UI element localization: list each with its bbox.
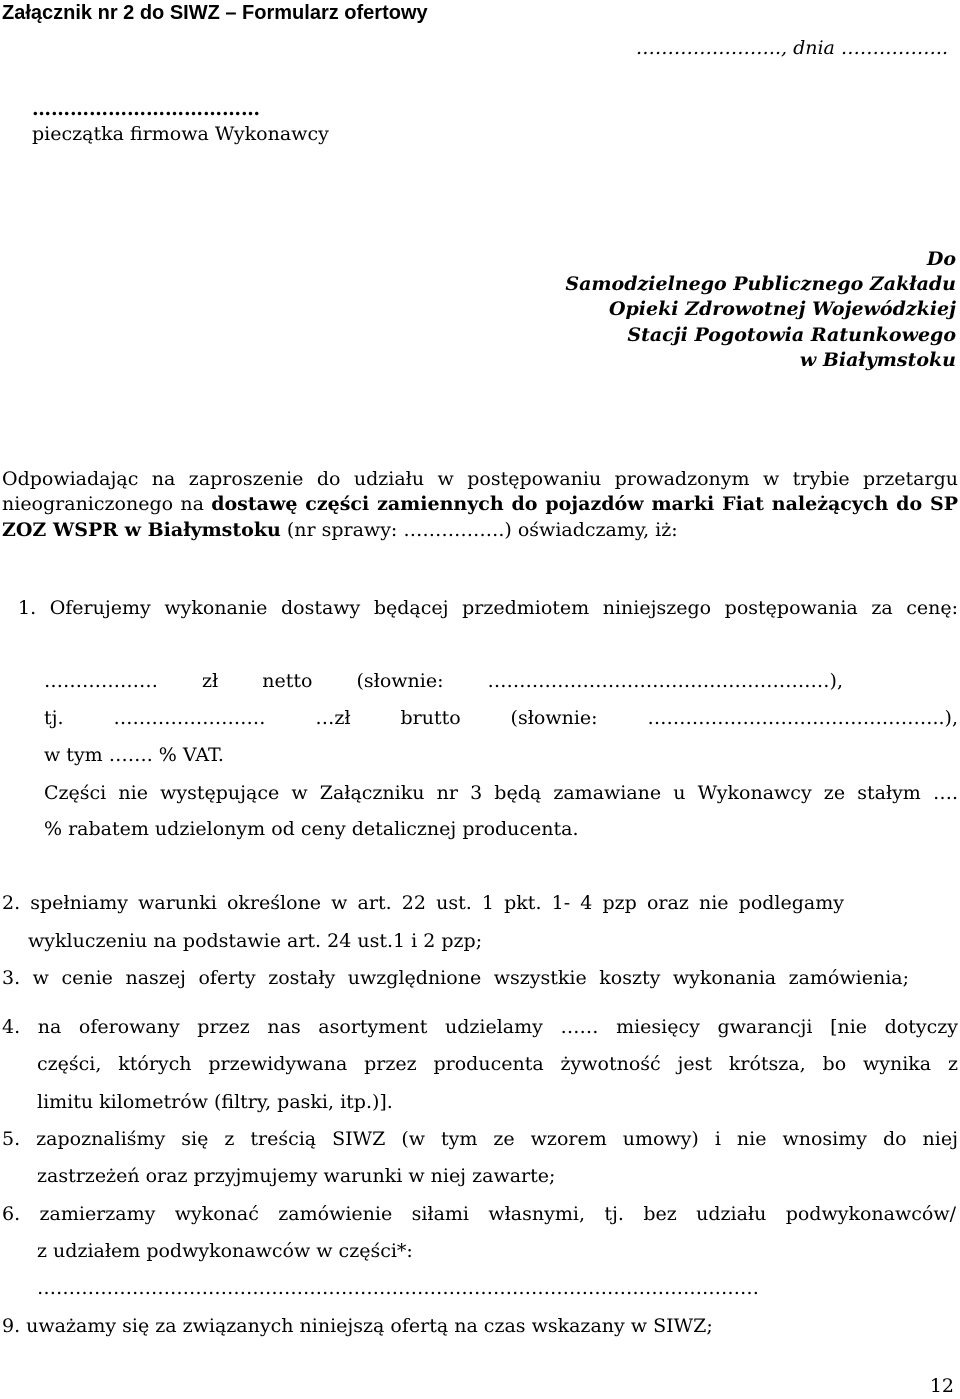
stamp-label: pieczątka firmowa Wykonawcy — [32, 123, 329, 145]
document-title: Załącznik nr 2 do SIWZ – Formularz ofertowy — [2, 2, 428, 24]
item-4-continued: części, których przewidywana przez producenta żywotność jest krótsza, bo wynika z — [37, 1053, 958, 1075]
subcontractor-blank: …………………………………………………………………………………………………… — [37, 1277, 759, 1299]
item-3: 3. w cenie naszej oferty zostały uwzględnione wszystkie koszty wykonania zamówienia; — [2, 967, 909, 989]
intro-case-number: (nr sprawy: …………….) oświadczamy, iż: — [280, 518, 678, 541]
addressee-line: w Białymstoku — [799, 348, 956, 371]
addressee-block — [565, 247, 956, 373]
intro-paragraph — [2, 467, 958, 543]
addressee-line: Do — [926, 248, 956, 270]
vat-line: w tym ……. % VAT. — [44, 744, 224, 766]
stamp-placeholder: ……………………………… — [32, 98, 260, 120]
addressee-line: Samodzielnego Publicznego Zakładu — [565, 273, 956, 296]
item-4-continued-2: limitu kilometrów (filtry, paski, itp.)]. — [37, 1091, 393, 1113]
item-5-continued: zastrzeżeń oraz przyjmujemy warunki w niej zawarte; — [37, 1165, 556, 1187]
addressee-line: Opieki Zdrowotnej Wojewódzkiej — [608, 298, 956, 321]
parts-discount-line-2: % rabatem udzielonym od ceny detalicznej producenta. — [44, 818, 579, 840]
item-2: 2. spełniamy warunki określone w art. 22 ust. 1 pkt. 1- 4 pzp oraz nie podlegamy — [2, 892, 844, 914]
item-5: 5. zapoznaliśmy się z treścią SIWZ (w tym ze wzorem umowy) i nie wnosimy do niej — [2, 1128, 958, 1150]
intro-subject: dostawę części zamiennych do pojazdów marki Fiat należących do SP ZOZ WSPR w Białymstoku — [2, 493, 959, 541]
item-4: 4. na oferowany przez nas asortyment udzielamy …… miesięcy gwarancji [nie dotyczy — [2, 1016, 958, 1038]
addressee-line: Stacji Pogotowia Ratunkowego — [627, 323, 956, 346]
place-date-field: ………………….., dnia …………….. — [635, 37, 948, 59]
item-1: 1. Oferujemy wykonanie dostawy będącej przedmiotem niniejszego postępowania za cenę: — [18, 597, 958, 619]
item-2-continued: wykluczeniu na podstawie art. 24 ust.1 i 2 pzp; — [28, 930, 483, 952]
item-6-continued: z udziałem podwykonawców w części*: — [37, 1240, 413, 1262]
intro-text: Odpowiadając na zaproszenie do udziału w postępowaniu prowadzonym w trybie przetargu nieograniczonego na — [2, 468, 958, 516]
item-9: 9. uważamy się za związanych niniejszą ofertą na czas wskazany w SIWZ; — [2, 1315, 713, 1337]
parts-discount-line: Części nie występujące w Załączniku nr 3 będą zamawiane u Wykonawcy ze stałym …. — [44, 782, 958, 804]
price-gross-line: tj. …………………… …zł brutto (słownie: ………………………………………..), — [44, 707, 958, 729]
price-net-line: ……………… zł netto (słownie: ………………………………………………), — [44, 670, 843, 692]
page-number: 12 — [929, 1375, 954, 1397]
item-6: 6. zamierzamy wykonać zamówienie siłami własnymi, tj. bez udziału podwykonawców/ — [2, 1203, 956, 1225]
